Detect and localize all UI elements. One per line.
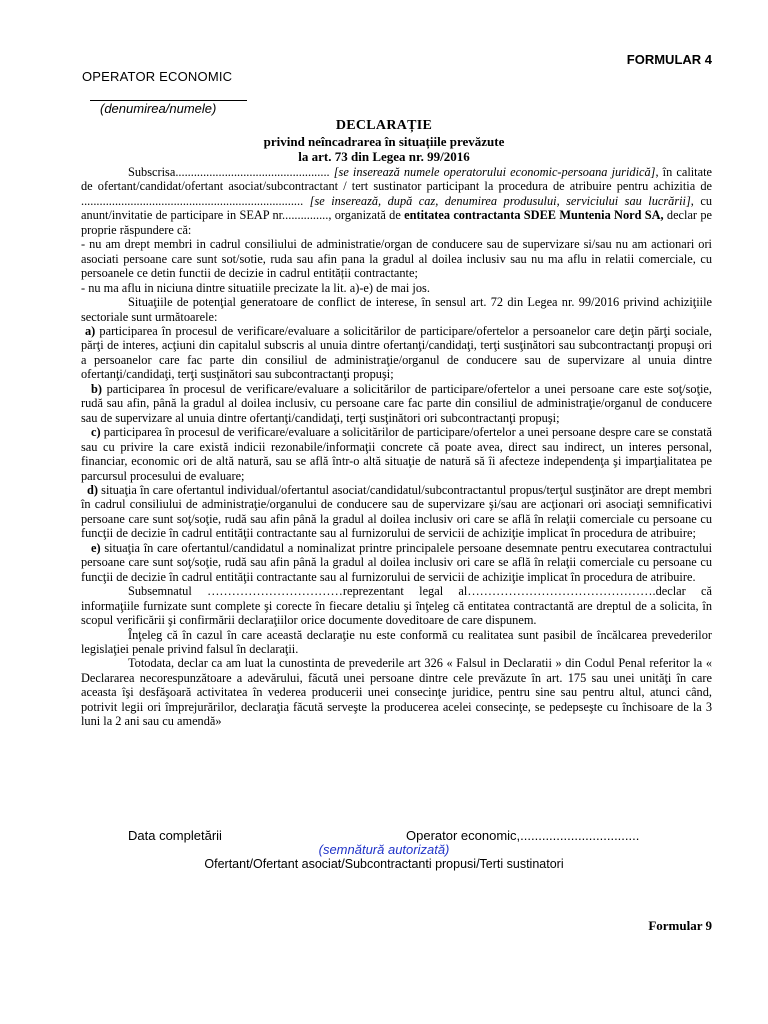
bullet-1: - nu am drept membri in cadrul consiliului de administratie/organ de conducere sau de supervizare si/sau nu am actionari ori asociati persoane care sunt sot/sotie, ruda sau afin pana la gradul al doilea inclusiv sau nu ma aflu in relatii comerciale, cu persoanele ce detin functii de decizie in cadrul entității contractante;: [81, 237, 712, 281]
totodata-paragraph: Totodata, declar ca am luat la cunostinta de prevederile art 326 « Falsul in Declaratii » din Codul Penal referitor la « Declararea necorespunzătoare a adevărului, făcută unei persoane dintre cele prevăzute în art. 175 sau unei unităţi în care aceasta îşi desfăşoară activitatea în vederea producerii unei consecinţe juridice, pentru sine sau pentru altul, atunci când, potrivit legii ori împrejurărilor, declaraţia făcută serveşte la producerea acelei consecinţe, se pedepseşte cu închisoare de la 3 luni la 2 ani sau cu amendă»: [81, 656, 712, 729]
declaration-body: [81, 165, 712, 729]
semnatura-autorizata-label: (semnătură autorizată): [318, 842, 450, 857]
formular-9-label: Formular 9: [648, 918, 712, 933]
item-c-label: c): [91, 425, 101, 440]
item-c: [81, 425, 712, 483]
item-d: [81, 483, 712, 541]
intro-role: , în calitate de ofertant/candidat/ofertant asociat/subcontractant / tert sustinator participant la procedura de atribuire pentru achizitia de ........................................................................: [81, 165, 712, 208]
operator-economic-label: OPERATOR ECONOMIC: [82, 69, 233, 84]
intro-paragraph: [81, 165, 712, 237]
ofertant-roles-label: Ofertant/Ofertant asociat/Subcontractanti propusi/Terti sustinatori: [204, 857, 564, 871]
item-a-label: a): [85, 323, 96, 338]
operator-economic-signature: Operator economic,.................................: [406, 828, 640, 843]
data-completarii-label: Data completării: [128, 828, 222, 843]
declaration-subtitle-2: la art. 73 din Legea nr. 99/2016: [298, 149, 470, 164]
item-a-text: participarea în procesul de verificare/evaluare a solicitărilor de participare/ofertelor a persoanelor care deţin părţi sociale, părţi de interes, acţiuni din capitalul subscris al unuia dintre ofertanţi/candidaţi, terţi susţinători sau subcontractanţi propuşi ori a persoanelor care fac parte din consiliul de administraţie/organul de conducere sau de supervizare al unuia dintre ofertanţi/candidaţi, terţi susţinători sau subcontractanţi propuşi;: [81, 323, 712, 382]
intro-entity: entitatea contractanta SDEE Muntenia Nord SA,: [404, 208, 664, 223]
item-e: [81, 541, 712, 584]
inteleg-paragraph: Înţeleg că în cazul în care această declaraţie nu este conformă cu realitatea sunt pasibil de încălcarea prevederilor legislaţiei penale privind falsul în declaraţii.: [81, 627, 712, 656]
intro-announcement: , cu anunt/invitatie de participare in SEAP nr..............., organizată de: [81, 193, 712, 223]
item-e-text: situaţia în care ofertantul/candidatul a nominalizat printre principalele persoane desemnate pentru executarea contractului persoane care sunt soţ/soţie, rudă sau afin până la gradul al doilea inclusiv ori care se află în relaţii comerciale cu persoane cu funcţii de decizie în cadrul entităţii contractante sau al furnizorului de servicii de achiziţie implicat în procedura de atribuire.: [81, 540, 712, 584]
situatii-intro: Situaţiile de potenţial generatoare de conflict de interese, în sensul art. 72 din Legea nr. 99/2016 privind achiziţiile sectoriale sunt următoarele:: [81, 295, 712, 324]
item-e-label: e): [91, 540, 101, 555]
intro-placeholder-name: [se inserează numele operatorului economic-persoana juridică]: [333, 165, 656, 179]
declaration-title: DECLARAȚIE: [335, 118, 433, 133]
intro-subscrisa: Subscrisa..................................................: [128, 165, 330, 179]
item-b: [81, 382, 712, 425]
subsemnatul-paragraph: Subsemnatul ……………………………reprezentant legal al……………………………………….declar că informaţiile furnizate sunt complete şi corecte în fiecare detaliu şi înţeleg că entitatea contractantă are dreptul de a solicita, în scopul verificării şi confirmării declaraţiilor orice documente doveditoare de care dispunem.: [81, 584, 712, 628]
denumirea-label: (denumirea/numele): [100, 101, 217, 116]
formular-4-label: FORMULAR 4: [626, 52, 712, 67]
item-b-text: participarea în procesul de verificare/evaluare a solicitărilor de participare/ofertelor a unei persoane care este soţ/soţie, rudă sau afin, până la gradul al doilea inclusiv, cu persoane care fac parte din consiliul de administraţie/organul de conducere sau de supervizare al unuia dintre ofertanţi/candidaţi, terţi susţinători ori subcontractanţi propuşi;: [81, 381, 712, 425]
bullet-2: - nu ma aflu in niciuna dintre situatiile precizate la lit. a)-e) de mai jos.: [81, 280, 430, 295]
item-b-label: b): [91, 381, 102, 396]
item-a: [81, 324, 712, 382]
declaration-subtitle-1: privind neîncadrarea în situațiile prevăzute: [263, 134, 505, 149]
intro-placeholder-product: [se inserează, după caz, denumirea produsului, serviciului sau lucrării]: [309, 193, 691, 208]
item-c-text: participarea în procesul de verificare/evaluare a solicitărilor de participare/ofertelor a unei persoane despre care se constată sau cu privire la care există indicii rezonabile/informaţii concrete că poate avea, direct sau indirect, un interes personal, financiar, economic ori de altă natură, sau se află într-o altă situaţie de natură să îi afecteze independenţa şi imparţialitatea pe parcursul procesului de evaluare;: [81, 425, 712, 483]
intro-declar: declar pe proprie răspundere că:: [81, 208, 712, 237]
item-d-text: situaţia în care ofertantul individual/ofertantul asociat/candidatul/subcontractantul propus/terţul susţinător are drept membri în cadrul consiliului de administraţie/organului de conducere sau de supervizare şi/sau are acţionari ori asociaţi semnificativi persoane care sunt soţ/soţie, rudă sau afin până la gradul al doilea inclusiv ori care se află în relaţii comerciale cu persoane cu funcţii de decizie în cadrul entităţii contractante sau al furnizorului de servicii de achiziţie implicat în procedura de atribuire;: [81, 482, 712, 541]
item-d-label: d): [87, 482, 98, 497]
